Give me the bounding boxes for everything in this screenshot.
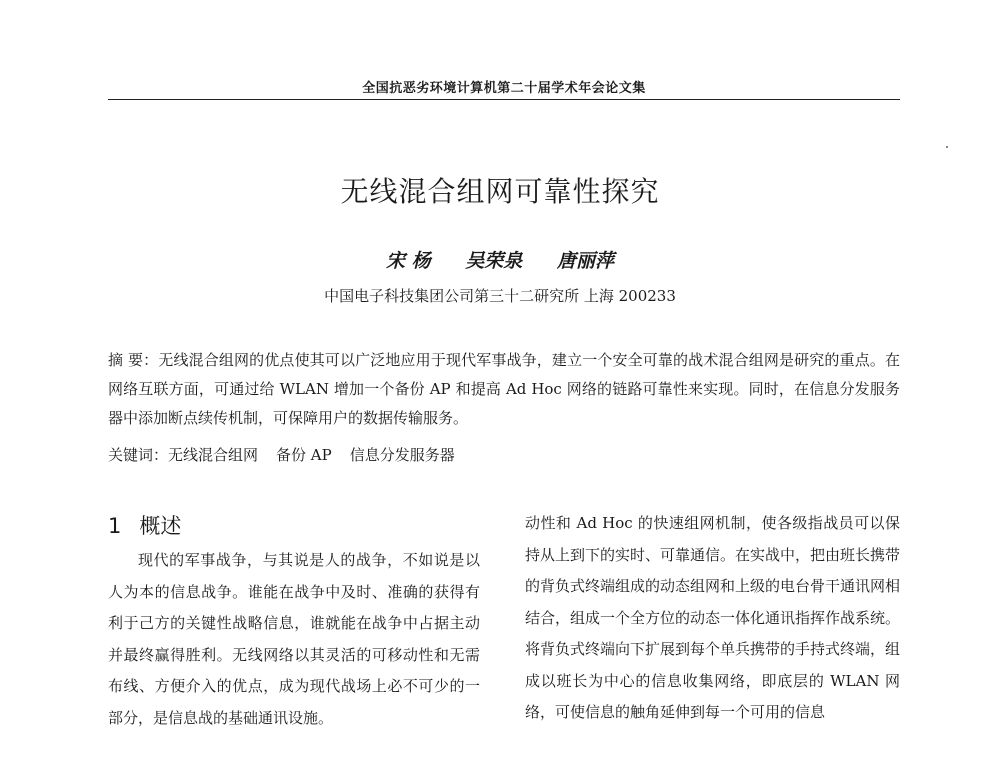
section-title: 概述 bbox=[139, 514, 182, 538]
keyword-2: 备份 AP bbox=[276, 446, 332, 464]
body-column-right bbox=[525, 508, 900, 729]
affiliation: 中国电子科技集团公司第三十二研究所 上海 200233 bbox=[324, 287, 676, 305]
author-3: 唐丽萍 bbox=[556, 250, 614, 272]
author-1: 宋 杨 bbox=[386, 250, 431, 272]
abstract-label: 摘 要： bbox=[108, 351, 159, 369]
scan-speck bbox=[946, 146, 948, 148]
abstract bbox=[108, 346, 900, 433]
keyword-1: 无线混合组网 bbox=[168, 446, 259, 464]
abstract-text: 无线混合组网的优点使其可以广泛地应用于现代军事战争，建立一个安全可靠的战术混合组网是研究的重点。在网络互联方面，可通过给 WLAN 增加一个备份 AP 和提高 Ad Hoc 网络的链路可靠性来实现。同时，在信息分发服务器中添加断点续传机制，可保障用户的数据传输服务。 bbox=[108, 351, 900, 427]
body-paragraph-right: 动性和 Ad Hoc 的快速组网机制，使各级指战员可以保持从上到下的实时、可靠通信。在实战中，把由班长携带的背负式终端组成的动态组网和上级的电台骨干通讯网相结合，组成一个全方位的动态一体化通讯指挥作战系统。将背负式终端向下扩展到每个单兵携带的手持式终端，组成以班长为中心的信息收集网络，即底层的 WLAN 网络，可使信息的触角延伸到每一个可用的信息 bbox=[525, 514, 901, 721]
paper-title: 无线混合组网可靠性探究 bbox=[340, 175, 660, 208]
author-2: 吴荣泉 bbox=[465, 250, 523, 272]
header-rule bbox=[108, 99, 900, 100]
body-paragraph-left: 现代的军事战争，与其说是人的战争，不如说是以人为本的信息战争。谁能在战争中及时、准确的获得有利于己方的关键性战略信息，谁就能在战争中占据主动并最终赢得胜利。无线网络以其灵活的可移动性和无需布线、方便介入的优点，成为现代战场上必不可少的一部分，是信息战的基础通讯设施。 bbox=[108, 551, 480, 727]
author-list bbox=[0, 246, 1000, 273]
keywords-label: 关键词： bbox=[108, 446, 169, 464]
body-column-left bbox=[108, 545, 480, 734]
section-number: 1 bbox=[108, 514, 122, 538]
running-header: 全国抗恶劣环境计算机第二十届学术年会论文集 bbox=[362, 81, 646, 96]
keyword-3: 信息分发服务器 bbox=[349, 446, 455, 464]
keywords bbox=[108, 441, 900, 470]
section-heading bbox=[108, 510, 181, 540]
